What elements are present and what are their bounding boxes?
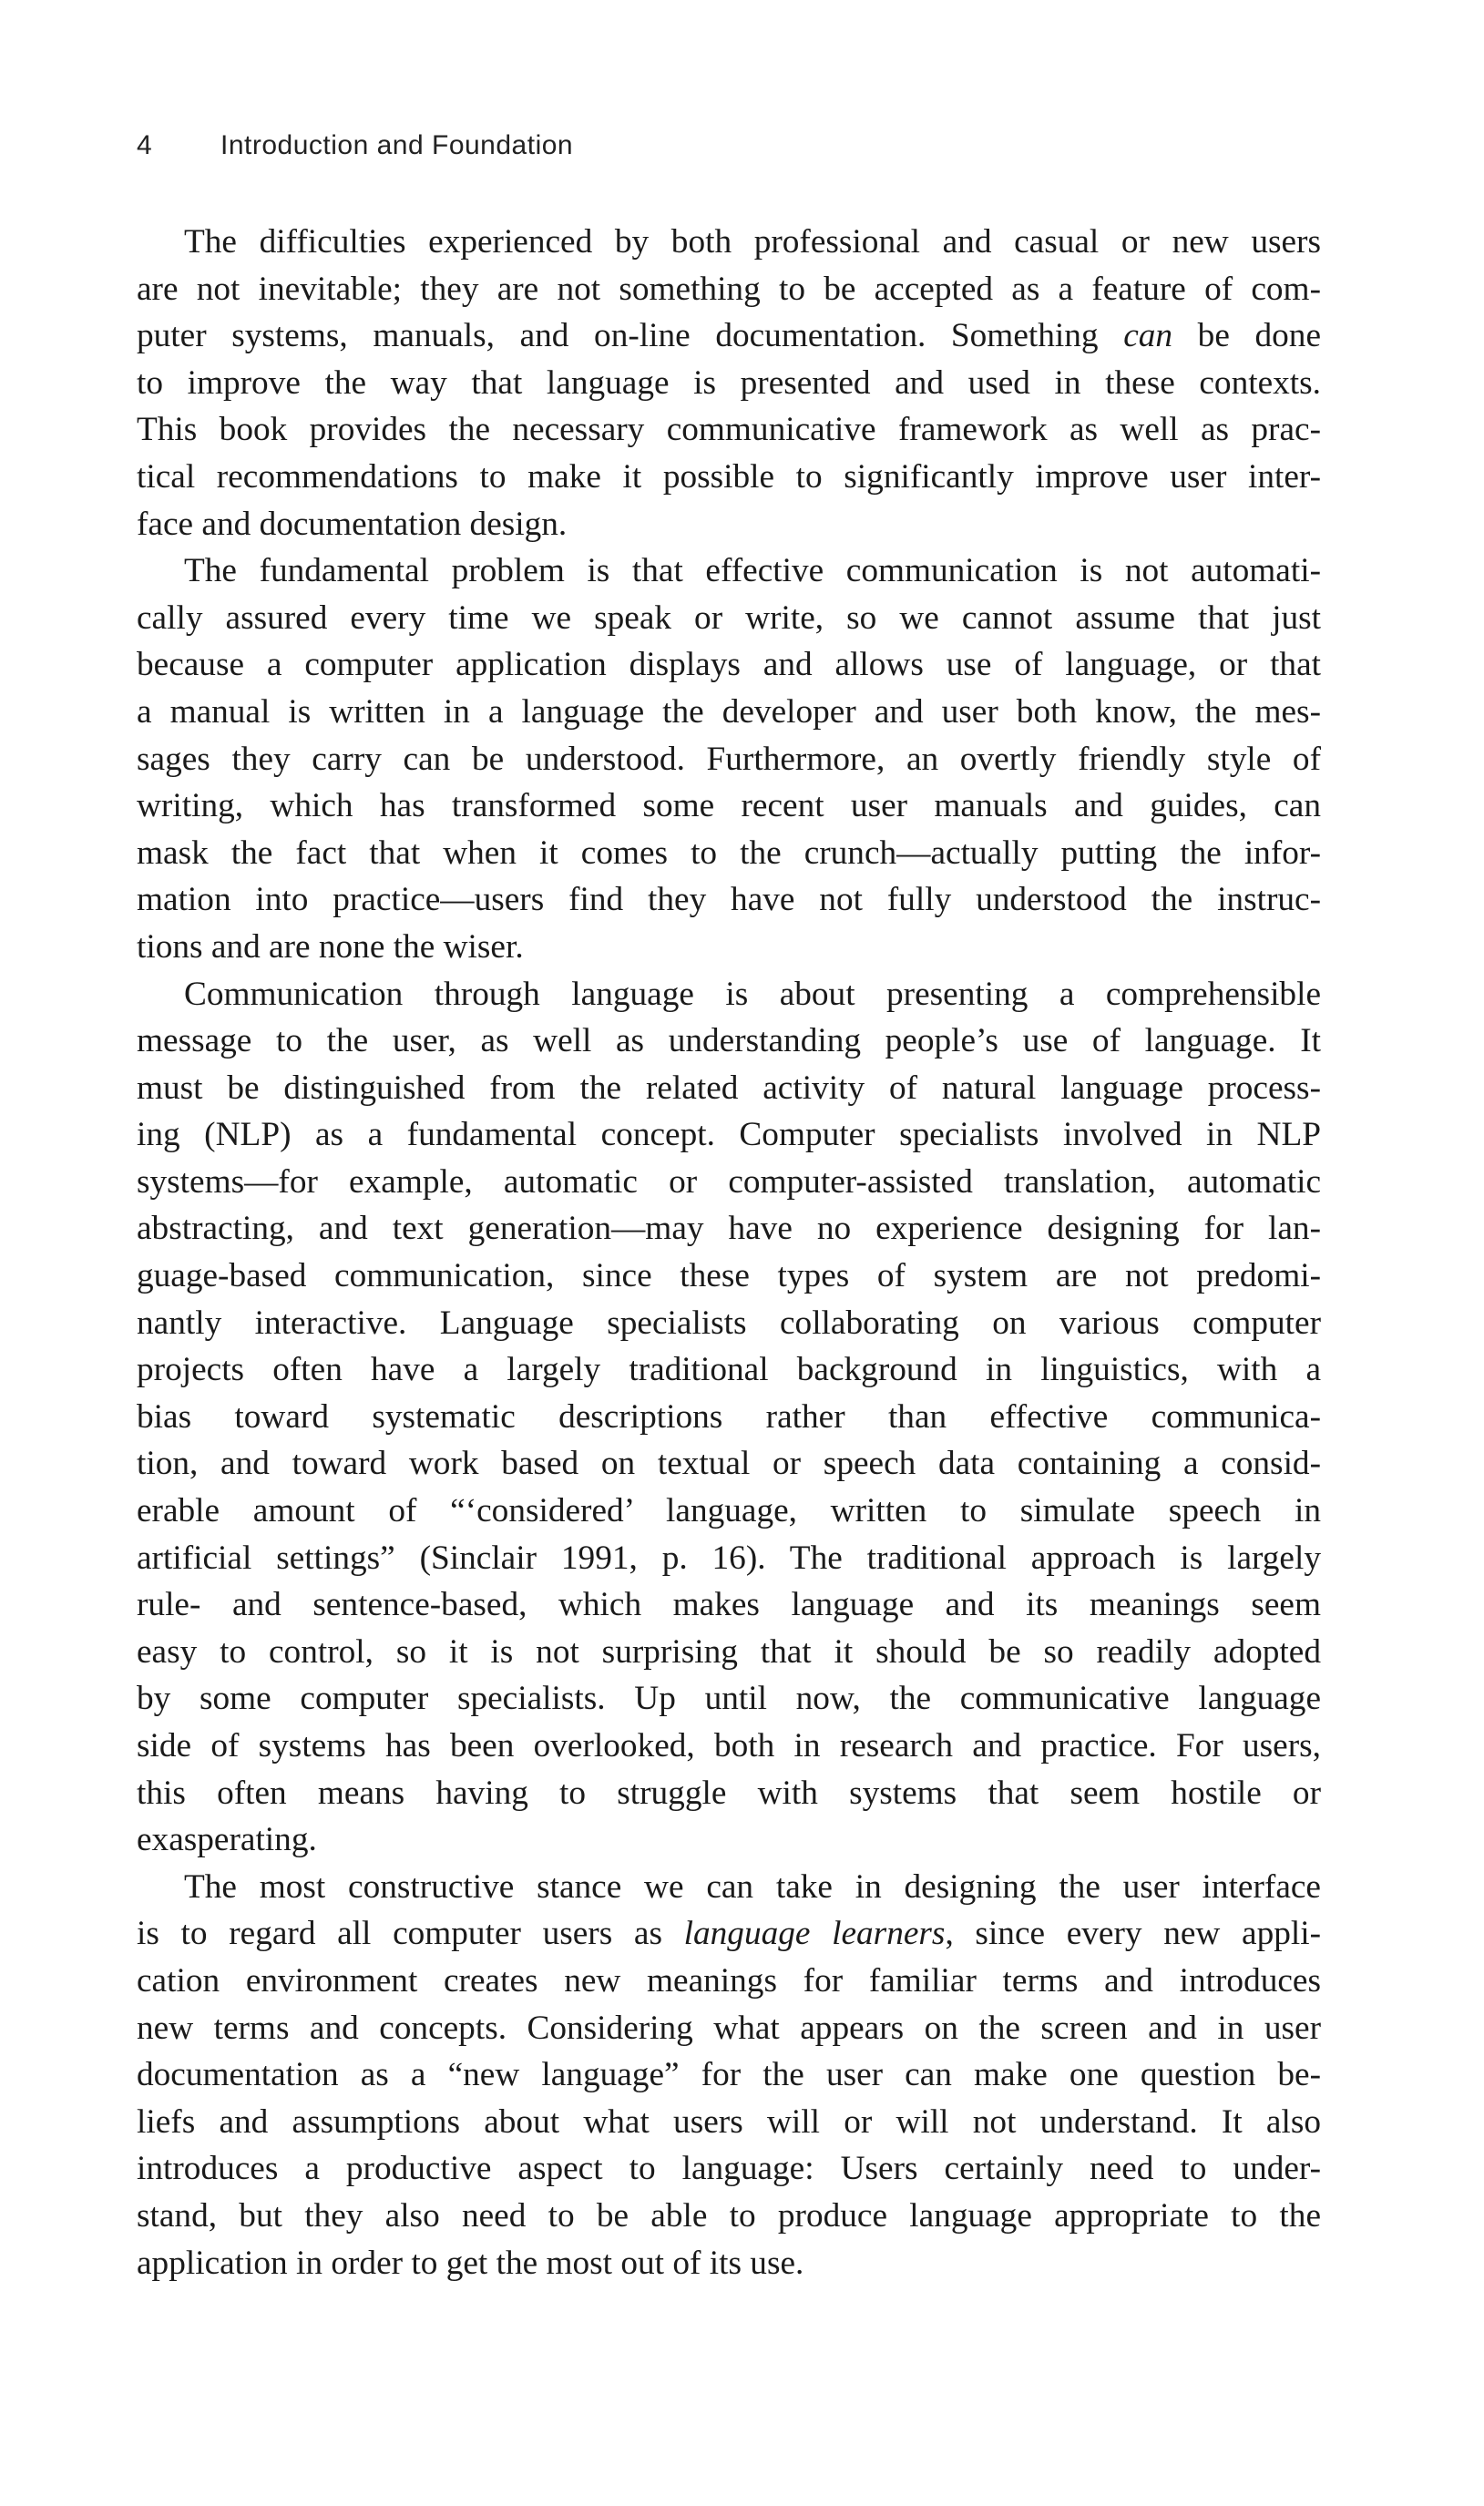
text-line: guage-based communication, since these types of system are not predomi-	[137, 1257, 1321, 1295]
text-line: projects often have a largely traditional background in linguistics, with a	[137, 1351, 1321, 1389]
text-line: mation into practice—users find they have not fully understood the instruc-	[137, 881, 1321, 919]
paragraph-3	[137, 971, 1321, 1864]
text-line: rule- and sentence-based, which makes language and its meanings seem	[137, 1586, 1321, 1624]
text-line: this often means having to struggle with systems that seem hostile or	[137, 1774, 1321, 1812]
paragraph-2	[137, 547, 1321, 970]
text-line: stand, but they also need to be able to produce language appropriate to the	[137, 2196, 1321, 2235]
text-line: to improve the way that language is presented and used in these contexts.	[137, 363, 1321, 402]
text-line: mask the fact that when it comes to the crunch—actually putting the infor-	[137, 834, 1321, 872]
page-number: 4	[137, 130, 153, 160]
text-line: new terms and concepts. Considering what appears on the screen and in user	[137, 2009, 1321, 2047]
text-line: tions and are none the wiser.	[137, 927, 524, 966]
text-line: is to regard all computer users as language learners, since every new appli-	[137, 1915, 1322, 1953]
text-line: sages they carry can be understood. Furthermore, an overtly friendly style of	[137, 740, 1321, 778]
text-line: message to the user, as well as understanding people’s use of language. It	[137, 1022, 1321, 1060]
emphasis-can: can	[1123, 317, 1173, 355]
text-line: by some computer specialists. Up until now, the communicative language	[137, 1680, 1321, 1718]
text-line: puter systems, manuals, and on-line documentation. Something can be done	[137, 317, 1322, 355]
section-title: Introduction and Foundation	[220, 130, 574, 160]
text-line: must be distinguished from the related activity of natural language process-	[137, 1069, 1321, 1107]
text-line: easy to control, so it is not surprising that it should be so readily adopted	[137, 1632, 1321, 1671]
body-text	[137, 219, 1321, 2286]
text-line: nantly interactive. Language specialists collaborating on various computer	[137, 1304, 1321, 1342]
text-line: ing (NLP) as a fundamental concept. Computer specialists involved in NLP	[137, 1116, 1321, 1154]
running-head	[137, 130, 573, 161]
text-line: cally assured every time we speak or write, so we cannot assume that just	[137, 598, 1321, 637]
text-line: bias toward systematic descriptions rather than effective communica-	[137, 1397, 1321, 1436]
paragraph-1	[137, 219, 1321, 547]
text-line: systems—for example, automatic or computer-assisted translation, automatic	[137, 1162, 1321, 1201]
text-line: side of systems has been overlooked, both in research and practice. For users,	[137, 1727, 1321, 1764]
text-line: The fundamental problem is that effective communication is not automati-	[184, 552, 1321, 590]
paragraph-4	[137, 1864, 1321, 2286]
text-line: documentation as a “new language” for the user can make one question be-	[137, 2056, 1321, 2094]
text-line: tion, and toward work based on textual or speech data containing a consid-	[137, 1445, 1321, 1483]
text-line: cation environment creates new meanings for familiar terms and introduces	[137, 1961, 1321, 2000]
text-line: application in order to get the most out of its use.	[137, 2244, 804, 2282]
text-line: because a computer application displays and allows use of language, or that	[137, 646, 1321, 684]
text-line: exasperating.	[137, 1821, 317, 1859]
text-line: writing, which has transformed some recent user manuals and guides, can	[137, 787, 1321, 825]
text-line: face and documentation design.	[137, 505, 568, 543]
text-line: erable amount of “‘considered’ language, written to simulate speech in	[137, 1492, 1321, 1530]
text-line: are not inevitable; they are not something to be accepted as a feature of com-	[137, 270, 1321, 308]
text-line: This book provides the necessary communicative framework as well as prac-	[137, 411, 1321, 449]
text-line: introduces a productive aspect to language: Users certainly need to under-	[137, 2150, 1321, 2188]
text-line: tical recommendations to make it possible to significantly improve user inter-	[137, 457, 1321, 496]
text-line: a manual is written in a language the developer and user both know, the mes-	[137, 692, 1321, 731]
text-line: The difficulties experienced by both professional and casual or new users	[184, 223, 1321, 261]
text-line: artificial settings” (Sinclair 1991, p. 16). The traditional approach is largely	[137, 1539, 1321, 1577]
text-line: The most constructive stance we can take in designing the user interface	[184, 1867, 1321, 1906]
text-line: liefs and assumptions about what users will or will not understand. It also	[137, 2102, 1321, 2141]
text-line: abstracting, and text generation—may have no experience designing for lan-	[137, 1210, 1321, 1248]
emphasis-language-learners: language learners	[683, 1915, 946, 1953]
text-line: Communication through language is about presenting a comprehensible	[184, 975, 1321, 1013]
